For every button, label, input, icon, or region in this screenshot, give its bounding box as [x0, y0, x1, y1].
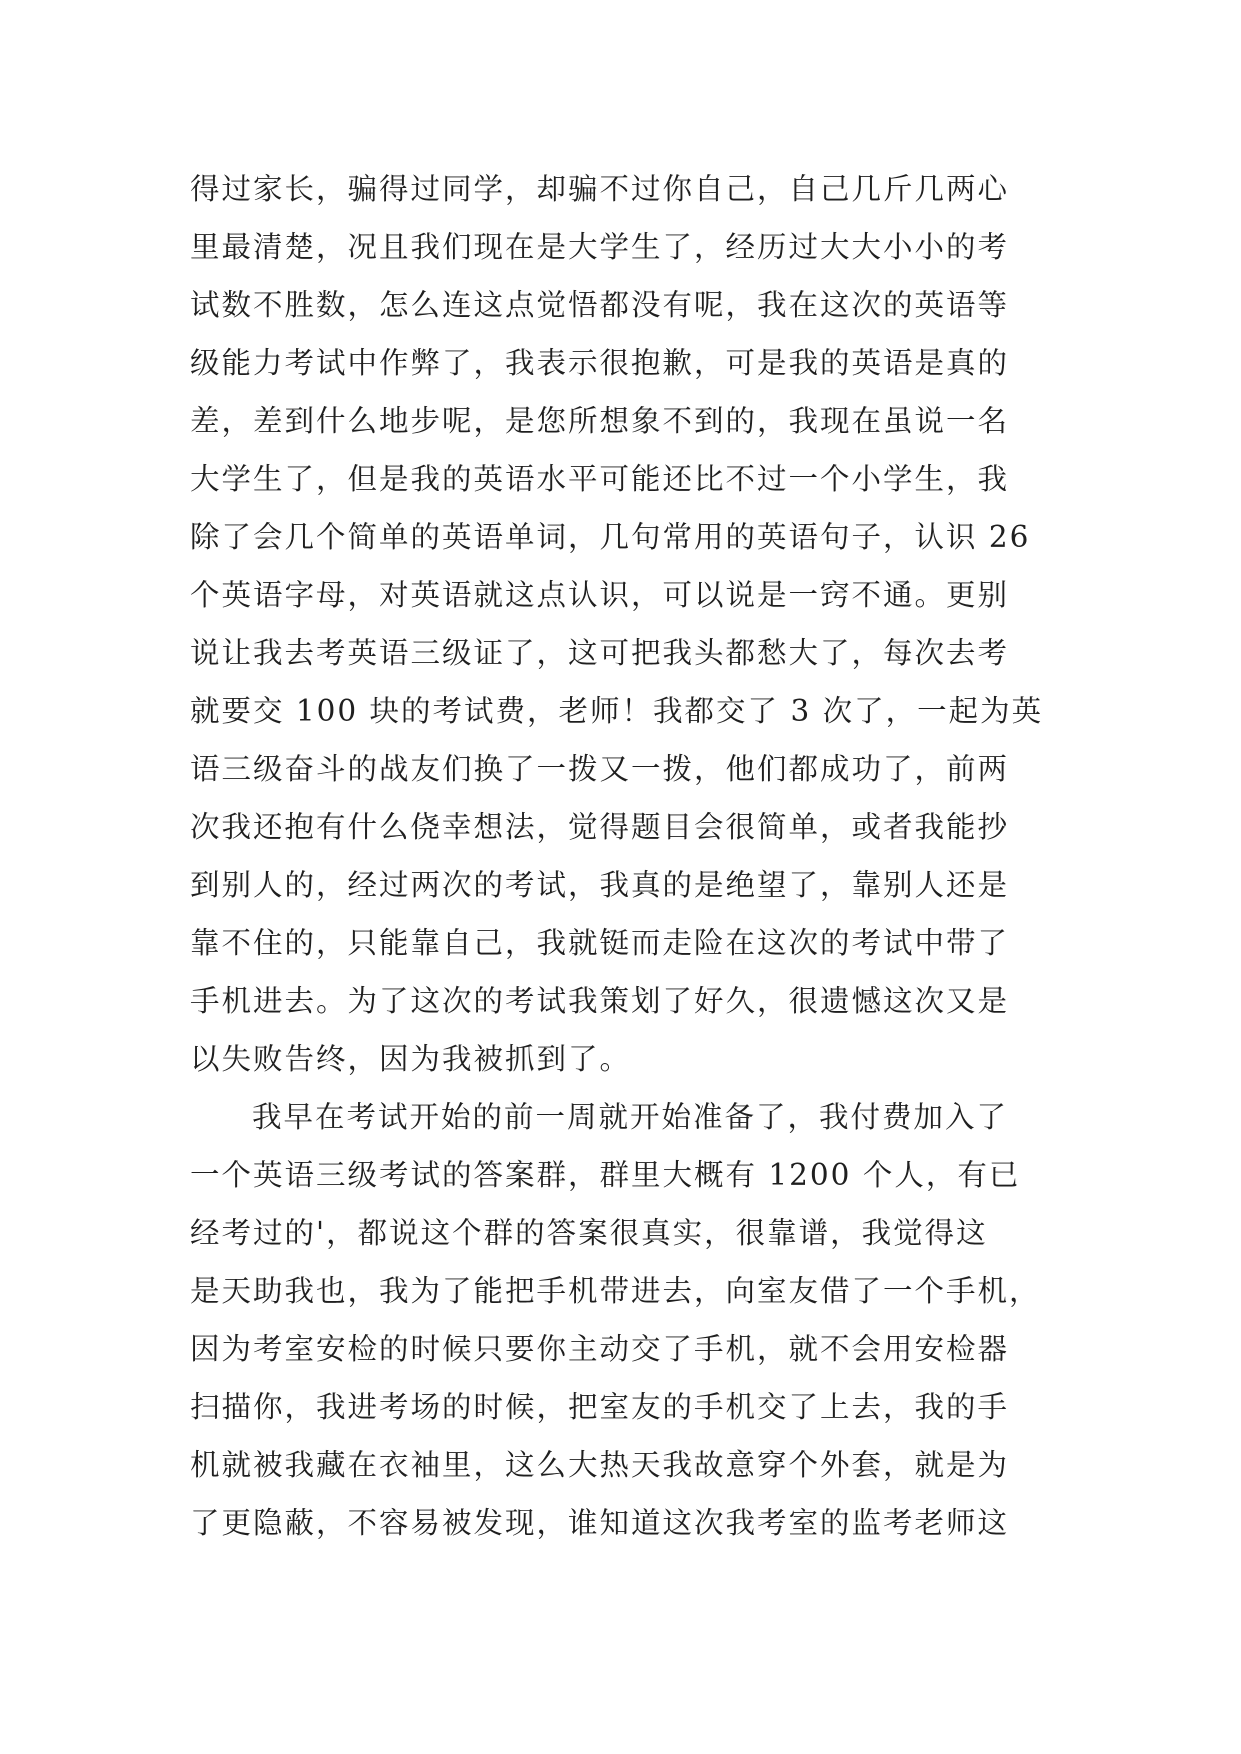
text-line: 经考过的'，都说这个群的答案很真实，很靠谱，我觉得这	[190, 1216, 988, 1250]
text-line: 大学生了，但是我的英语水平可能还比不过一个小学生，我	[190, 462, 1010, 496]
text-line: 手机进去。为了这次的考试我策划了好久，很遗憾这次又是	[190, 984, 1010, 1018]
text-line: 靠不住的，只能靠自己，我就铤而走险在这次的考试中带了	[190, 926, 1010, 960]
text-line: 一个英语三级考试的答案群，群里大概有 1200 个人，有已	[190, 1158, 1021, 1192]
text-line: 机就被我藏在衣袖里，这么大热天我故意穿个外套，就是为	[190, 1448, 1010, 1482]
text-line: 因为考室安检的时候只要你主动交了手机，就不会用安检器	[190, 1332, 1010, 1366]
text-line: 个英语字母，对英语就这点认识，可以说是一窍不通。更别	[190, 578, 1010, 612]
text-line: 扫描你，我进考场的时候，把室友的手机交了上去，我的手	[190, 1390, 1010, 1424]
paragraph	[190, 160, 1050, 1088]
text-line: 差，差到什么地步呢，是您所想象不到的，我现在虽说一名	[190, 404, 1010, 438]
text-line: 除了会几个简单的英语单词，几句常用的英语句子，认识 26	[190, 520, 1031, 554]
text-line: 试数不胜数，怎么连这点觉悟都没有呢，我在这次的英语等	[190, 288, 1010, 322]
text-line: 语三级奋斗的战友们换了一拨又一拨，他们都成功了，前两	[190, 752, 1010, 786]
document-body	[190, 160, 1050, 1552]
text-line: 级能力考试中作弊了，我表示很抱歉，可是我的英语是真的	[190, 346, 1010, 380]
text-line: 里最清楚，况且我们现在是大学生了，经历过大大小小的考	[190, 230, 1010, 264]
text-line: 到别人的，经过两次的考试，我真的是绝望了，靠别人还是	[190, 868, 1010, 902]
text-line: 是天助我也，我为了能把手机带进去，向室友借了一个手机，	[190, 1274, 1041, 1308]
text-line: 次我还抱有什么侥幸想法，觉得题目会很简单，或者我能抄	[190, 810, 1010, 844]
text-line: 我早在考试开始的前一周就开始准备了，我付费加入了	[252, 1100, 1009, 1134]
text-line: 得过家长，骗得过同学，却骗不过你自己，自己几斤几两心	[190, 172, 1010, 206]
text-line: 说让我去考英语三级证了，这可把我头都愁大了，每次去考	[190, 636, 1010, 670]
text-line: 就要交 100 块的考试费，老师！我都交了 3 次了，一起为英	[190, 694, 1044, 728]
paragraph	[190, 1088, 1050, 1552]
text-line: 以失败告终，因为我被抓到了。	[190, 1042, 632, 1076]
text-line: 了更隐蔽，不容易被发现，谁知道这次我考室的监考老师这	[190, 1506, 1010, 1540]
